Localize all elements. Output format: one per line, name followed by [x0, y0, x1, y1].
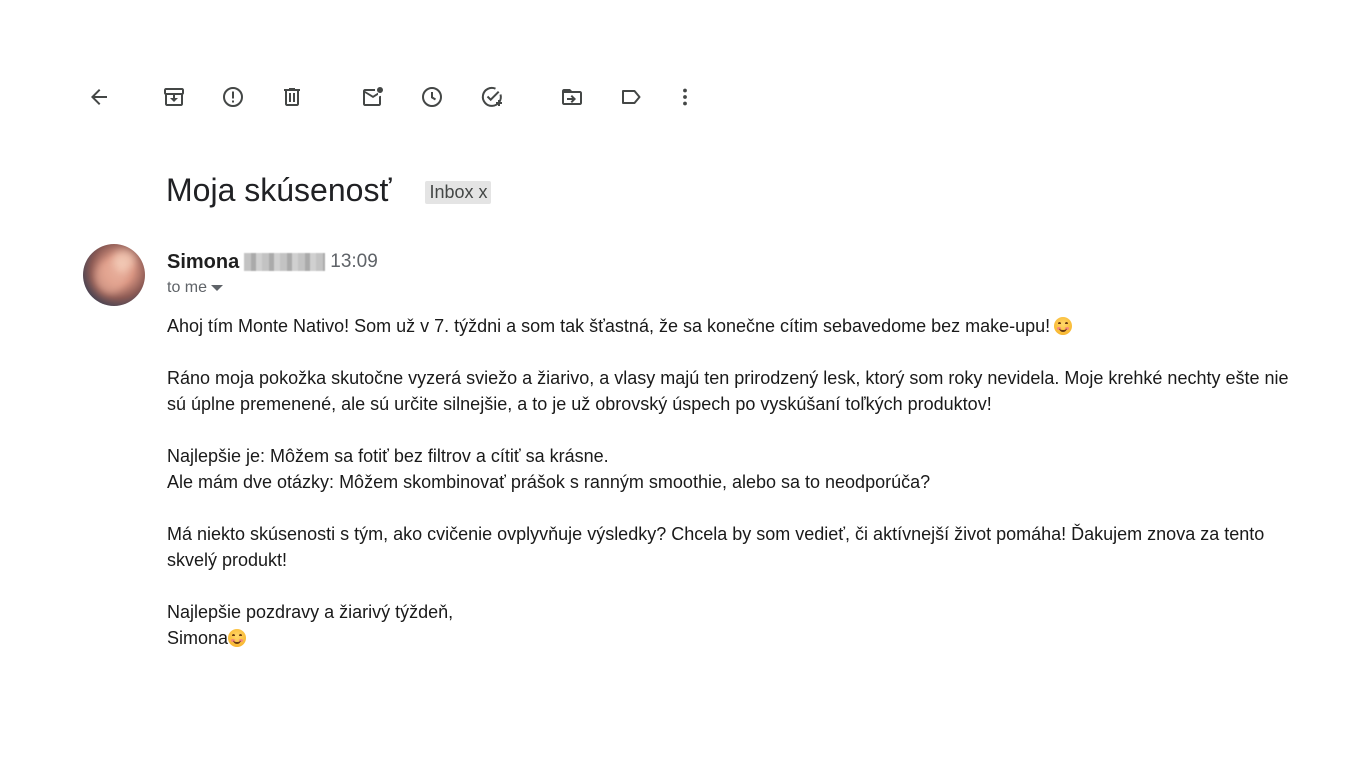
- more-button[interactable]: [672, 84, 698, 110]
- sender-row: [167, 249, 378, 275]
- add-to-tasks-button[interactable]: [479, 84, 505, 110]
- message-toolbar: [0, 0, 1366, 130]
- move-to-icon: [560, 85, 584, 109]
- sender-name[interactable]: Simona: [167, 250, 240, 273]
- body-paragraph: Ahoj tím Monte Nativo! Som už v 7. týždni a som tak šťastná, že sa konečne cítim sebavedome bez make-upu!: [167, 313, 1297, 339]
- back-icon: [87, 85, 111, 109]
- back-button[interactable]: [86, 84, 112, 110]
- sender-avatar[interactable]: [83, 244, 145, 306]
- recipient-label: to me: [167, 279, 208, 296]
- smiling-face-icon: [1054, 317, 1072, 335]
- label-button[interactable]: [618, 84, 644, 110]
- email-subject: Moja skúsenosť: [166, 171, 392, 208]
- inbox-label-chip[interactable]: Inbox x: [425, 181, 491, 204]
- email-body: [167, 313, 1297, 651]
- move-to-button[interactable]: [559, 84, 585, 110]
- chevron-down-icon: [211, 285, 223, 291]
- archive-icon: [162, 85, 186, 109]
- email-time: 13:09: [330, 251, 378, 272]
- sender-email-redacted: [244, 253, 325, 271]
- mark-unread-icon: [361, 85, 385, 109]
- delete-icon: [280, 85, 304, 109]
- signature: Najlepšie pozdravy a žiarivý týždeň, Simona: [167, 602, 454, 648]
- delete-button[interactable]: [279, 84, 305, 110]
- body-paragraph: Má niekto skúsenosti s tým, ako cvičenie ovplyvňuje výsledky? Chcela by som vedieť, či aktívnejší život pomáha! Ďakujem znova za tento skvelý produkt!: [167, 524, 1265, 570]
- archive-button[interactable]: [161, 84, 187, 110]
- mark-unread-button[interactable]: [360, 84, 386, 110]
- report-spam-icon: [221, 85, 245, 109]
- smiling-face-icon: [228, 629, 246, 647]
- subject-row: [166, 168, 491, 212]
- snooze-icon: [420, 85, 444, 109]
- report-spam-button[interactable]: [220, 84, 246, 110]
- recipient-details-toggle[interactable]: [167, 278, 223, 298]
- label-icon: [619, 85, 643, 109]
- body-paragraph: Ráno moja pokožka skutočne vyzerá sviežo a žiarivo, a vlasy majú ten prirodzený lesk, ktorý som roky nevidela. Moje krehké nechty ešte nie sú úplne premenené, ale sú určite silnejšie, a to je už obrovský úspech po vyskúšaní toľkých produktov!: [167, 368, 1289, 414]
- body-paragraph: Najlepšie je: Môžem sa fotiť bez filtrov a cítiť sa krásne. Ale mám dve otázky: Môžem skombinovať prášok s ranným smoothie, alebo sa to neodporúča?: [167, 446, 931, 492]
- snooze-button[interactable]: [419, 84, 445, 110]
- add-to-tasks-icon: [480, 85, 504, 109]
- more-icon: [673, 85, 697, 109]
